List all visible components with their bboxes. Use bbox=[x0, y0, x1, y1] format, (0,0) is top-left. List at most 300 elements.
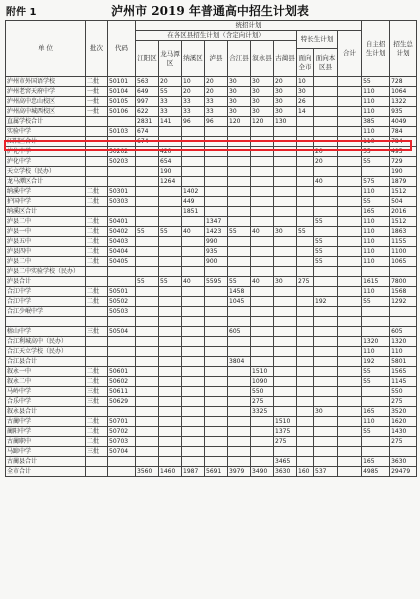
table-cell bbox=[274, 157, 297, 167]
table-cell bbox=[228, 197, 251, 207]
table-cell bbox=[182, 297, 205, 307]
table-cell bbox=[86, 307, 108, 317]
table-cell bbox=[297, 147, 314, 157]
table-cell bbox=[228, 387, 251, 397]
table-cell: 二批 bbox=[86, 287, 108, 297]
header-plan-group: 统招计划 bbox=[136, 21, 362, 31]
table-cell: 二批 bbox=[86, 417, 108, 427]
table-cell bbox=[297, 177, 314, 187]
table-row bbox=[6, 407, 417, 417]
table-cell bbox=[274, 237, 297, 247]
table-cell bbox=[182, 447, 205, 457]
table-row bbox=[6, 417, 417, 427]
table-cell: 1458 bbox=[228, 287, 251, 297]
table-cell: 110 bbox=[362, 247, 390, 257]
table-cell bbox=[228, 167, 251, 177]
table-cell bbox=[108, 137, 136, 147]
table-cell bbox=[297, 437, 314, 447]
table-cell bbox=[314, 447, 338, 457]
header-batch: 批次 bbox=[86, 21, 108, 77]
table-cell: 1264 bbox=[159, 177, 182, 187]
table-cell: 1879 bbox=[390, 177, 417, 187]
table-body bbox=[6, 77, 417, 477]
table-cell: 1620 bbox=[390, 417, 417, 427]
table-cell bbox=[136, 407, 159, 417]
table-cell bbox=[338, 127, 362, 137]
table-cell: 33 bbox=[159, 97, 182, 107]
table-cell bbox=[274, 327, 297, 337]
table-cell bbox=[314, 437, 338, 447]
table-cell bbox=[136, 237, 159, 247]
table-cell bbox=[314, 417, 338, 427]
table-cell: 30 bbox=[297, 87, 314, 97]
table-cell bbox=[297, 387, 314, 397]
table-cell bbox=[136, 207, 159, 217]
table-cell: 110 bbox=[390, 347, 417, 357]
table-cell: 50405 bbox=[108, 257, 136, 267]
table-cell bbox=[274, 307, 297, 317]
table-cell bbox=[297, 217, 314, 227]
unit-cell: 泸县二中 bbox=[6, 217, 86, 227]
table-cell bbox=[159, 437, 182, 447]
table-cell bbox=[159, 397, 182, 407]
table-cell: 二批 bbox=[86, 377, 108, 387]
table-cell bbox=[205, 417, 228, 427]
table-cell: 20 bbox=[205, 87, 228, 97]
table-cell bbox=[182, 337, 205, 347]
table-cell: 275 bbox=[251, 397, 274, 407]
table-cell: 2016 bbox=[390, 207, 417, 217]
table-cell: 96 bbox=[205, 117, 228, 127]
table-cell bbox=[251, 217, 274, 227]
table-cell: 50301 bbox=[108, 187, 136, 197]
table-cell bbox=[338, 337, 362, 347]
table-cell bbox=[108, 277, 136, 287]
table-cell bbox=[86, 347, 108, 357]
table-cell bbox=[108, 407, 136, 417]
table-cell: 190 bbox=[159, 167, 182, 177]
table-cell bbox=[251, 197, 274, 207]
table-cell bbox=[251, 347, 274, 357]
table-cell bbox=[136, 307, 159, 317]
table-cell: 50704 bbox=[108, 447, 136, 457]
table-cell bbox=[338, 417, 362, 427]
table-cell bbox=[182, 237, 205, 247]
unit-cell: 合江中学 bbox=[6, 297, 86, 307]
table-cell bbox=[228, 177, 251, 187]
table-cell bbox=[314, 337, 338, 347]
table-cell bbox=[228, 217, 251, 227]
table-cell: 1512 bbox=[390, 187, 417, 197]
table-cell: 30 bbox=[274, 107, 297, 117]
table-cell bbox=[205, 457, 228, 467]
table-cell bbox=[274, 137, 297, 147]
table-row bbox=[6, 117, 417, 127]
table-cell bbox=[205, 167, 228, 177]
table-cell bbox=[182, 377, 205, 387]
table-row bbox=[6, 347, 417, 357]
unit-cell: 龙马潭区合计 bbox=[6, 177, 86, 187]
table-cell bbox=[228, 457, 251, 467]
table-cell bbox=[182, 387, 205, 397]
table-cell bbox=[205, 267, 228, 277]
header-self-plan: 自主招生计划 bbox=[362, 21, 390, 77]
table-cell bbox=[159, 267, 182, 277]
table-cell bbox=[314, 367, 338, 377]
table-cell bbox=[159, 447, 182, 457]
table-cell bbox=[228, 337, 251, 347]
table-cell: 1347 bbox=[205, 217, 228, 227]
table-cell bbox=[274, 357, 297, 367]
table-cell bbox=[297, 247, 314, 257]
table-cell bbox=[205, 397, 228, 407]
table-cell: 1510 bbox=[274, 417, 297, 427]
table-cell: 1100 bbox=[390, 247, 417, 257]
table-row bbox=[6, 317, 417, 327]
table-cell bbox=[228, 137, 251, 147]
unit-cell: 合江少岷中学 bbox=[6, 307, 86, 317]
table-cell bbox=[362, 327, 390, 337]
unit-cell: 榕山中学 bbox=[6, 327, 86, 337]
table-cell: 537 bbox=[314, 467, 338, 477]
table-cell bbox=[314, 167, 338, 177]
unit-cell: 古蔺中学 bbox=[6, 417, 86, 427]
table-cell: 20 bbox=[205, 77, 228, 87]
table-cell: 50203 bbox=[108, 157, 136, 167]
table-cell: 55 bbox=[362, 297, 390, 307]
table-cell bbox=[390, 307, 417, 317]
table-cell bbox=[159, 367, 182, 377]
table-cell bbox=[251, 417, 274, 427]
table-cell: 1987 bbox=[182, 467, 205, 477]
table-cell: 110 bbox=[362, 127, 390, 137]
table-cell bbox=[274, 337, 297, 347]
header-col-naxi: 纳溪区 bbox=[182, 41, 205, 77]
table-cell bbox=[205, 327, 228, 337]
table-cell: 55 bbox=[362, 377, 390, 387]
table-row bbox=[6, 307, 417, 317]
table-cell bbox=[338, 177, 362, 187]
table-cell bbox=[159, 377, 182, 387]
table-cell bbox=[362, 167, 390, 177]
table-cell: 622 bbox=[136, 107, 159, 117]
table-cell bbox=[108, 337, 136, 347]
table-cell bbox=[205, 177, 228, 187]
unit-cell: 纳溪中学 bbox=[6, 187, 86, 197]
table-cell: 165 bbox=[362, 207, 390, 217]
table-cell bbox=[297, 267, 314, 277]
table-cell bbox=[297, 297, 314, 307]
table-cell bbox=[108, 347, 136, 357]
table-cell bbox=[228, 427, 251, 437]
table-cell: 1460 bbox=[159, 467, 182, 477]
table-cell bbox=[338, 267, 362, 277]
header-county-group: 在各区县招生计划（含定向计划） bbox=[136, 31, 297, 41]
table-cell bbox=[251, 327, 274, 337]
table-cell bbox=[338, 227, 362, 237]
table-cell: 55 bbox=[314, 257, 338, 267]
table-cell: 55 bbox=[314, 247, 338, 257]
table-cell bbox=[338, 77, 362, 87]
table-cell bbox=[136, 287, 159, 297]
table-cell bbox=[205, 297, 228, 307]
table-row bbox=[6, 327, 417, 337]
table-row bbox=[6, 447, 417, 457]
table-cell: 40 bbox=[182, 277, 205, 287]
table-cell bbox=[314, 267, 338, 277]
table-cell: 550 bbox=[251, 387, 274, 397]
table-cell bbox=[251, 247, 274, 257]
table-cell: 1402 bbox=[182, 187, 205, 197]
header-col-gulin: 古蔺县 bbox=[274, 41, 297, 77]
table-cell bbox=[338, 307, 362, 317]
table-row bbox=[6, 397, 417, 407]
table-cell bbox=[338, 237, 362, 247]
table-cell bbox=[251, 177, 274, 187]
table-cell: 10 bbox=[297, 77, 314, 87]
table-cell bbox=[314, 397, 338, 407]
table-cell bbox=[314, 457, 338, 467]
table-cell: 29479 bbox=[390, 467, 417, 477]
table-cell: 20 bbox=[274, 77, 297, 87]
table-cell: 30 bbox=[251, 77, 274, 87]
table-cell bbox=[228, 127, 251, 137]
table-cell bbox=[338, 297, 362, 307]
table-cell bbox=[338, 87, 362, 97]
header-code: 代码 bbox=[108, 21, 136, 77]
table-cell bbox=[362, 447, 390, 457]
table-cell: 3325 bbox=[251, 407, 274, 417]
table-row bbox=[6, 387, 417, 397]
table-cell: 165 bbox=[362, 457, 390, 467]
table-cell: 275 bbox=[390, 437, 417, 447]
table-cell: 二批 bbox=[86, 367, 108, 377]
table-cell bbox=[297, 457, 314, 467]
table-cell bbox=[314, 227, 338, 237]
table-cell bbox=[338, 247, 362, 257]
table-cell: 50403 bbox=[108, 237, 136, 247]
table-cell bbox=[182, 397, 205, 407]
table-cell bbox=[338, 327, 362, 337]
table-row bbox=[6, 187, 417, 197]
table-cell bbox=[338, 117, 362, 127]
table-cell bbox=[251, 267, 274, 277]
table-cell bbox=[228, 347, 251, 357]
table-cell bbox=[251, 237, 274, 247]
table-cell bbox=[205, 437, 228, 447]
table-cell bbox=[274, 377, 297, 387]
table-cell bbox=[86, 357, 108, 367]
table-cell bbox=[274, 247, 297, 257]
table-cell bbox=[108, 357, 136, 367]
table-cell: 504 bbox=[390, 197, 417, 207]
unit-cell: 叙永一中 bbox=[6, 367, 86, 377]
table-cell bbox=[159, 207, 182, 217]
table-cell bbox=[297, 327, 314, 337]
table-cell: 275 bbox=[274, 437, 297, 447]
table-cell bbox=[297, 377, 314, 387]
table-cell bbox=[182, 167, 205, 177]
table-cell bbox=[86, 457, 108, 467]
table-cell: 605 bbox=[390, 327, 417, 337]
table-cell: 二批 bbox=[86, 217, 108, 227]
table-cell bbox=[228, 207, 251, 217]
table-cell bbox=[338, 257, 362, 267]
unit-cell: 合乐中学 bbox=[6, 397, 86, 407]
table-cell: 40 bbox=[314, 177, 338, 187]
table-cell bbox=[297, 337, 314, 347]
unit-cell: 泸县二中 bbox=[6, 257, 86, 267]
table-cell: 55 bbox=[314, 237, 338, 247]
table-cell: 110 bbox=[362, 227, 390, 237]
table-cell: 20 bbox=[314, 147, 338, 157]
table-cell bbox=[205, 427, 228, 437]
table-cell bbox=[136, 247, 159, 257]
table-cell bbox=[108, 317, 136, 327]
table-cell: 30 bbox=[251, 87, 274, 97]
table-row bbox=[6, 227, 417, 237]
table-cell: 3804 bbox=[228, 357, 251, 367]
unit-cell: 泸县二中实验学校（民办） bbox=[6, 267, 86, 277]
table-cell: 二批 bbox=[86, 227, 108, 237]
header-col-hejiang: 合江县 bbox=[228, 41, 251, 77]
table-cell bbox=[205, 367, 228, 377]
table-cell bbox=[182, 147, 205, 157]
header-total: 招生总计划 bbox=[390, 21, 417, 77]
table-cell bbox=[182, 287, 205, 297]
table-cell bbox=[159, 347, 182, 357]
table-cell bbox=[86, 157, 108, 167]
table-cell: 30 bbox=[274, 227, 297, 237]
unit-cell: 泸县一中 bbox=[6, 227, 86, 237]
table-cell: 50202 bbox=[108, 147, 136, 157]
table-cell: 900 bbox=[205, 257, 228, 267]
table-cell: 50701 bbox=[108, 417, 136, 427]
table-cell bbox=[182, 177, 205, 187]
table-cell bbox=[314, 137, 338, 147]
table-row bbox=[6, 127, 417, 137]
table-cell bbox=[274, 297, 297, 307]
table-cell: 165 bbox=[362, 407, 390, 417]
table-cell bbox=[314, 347, 338, 357]
table-cell bbox=[159, 287, 182, 297]
table-cell bbox=[297, 347, 314, 357]
table-cell bbox=[228, 397, 251, 407]
header-col-longmatan: 龙马潭区 bbox=[159, 41, 182, 77]
table-cell bbox=[251, 147, 274, 157]
table-row bbox=[6, 97, 417, 107]
table-cell bbox=[86, 167, 108, 177]
table-row bbox=[6, 467, 417, 477]
unit-cell: 泸州高中城西校区 bbox=[6, 107, 86, 117]
table-cell: 5801 bbox=[390, 357, 417, 367]
table-cell bbox=[182, 317, 205, 327]
table-cell bbox=[86, 137, 108, 147]
table-cell bbox=[314, 87, 338, 97]
table-cell bbox=[338, 107, 362, 117]
unit-cell: 合江中学 bbox=[6, 287, 86, 297]
unit-cell: 泸州市外国语学校 bbox=[6, 77, 86, 87]
table-cell: 33 bbox=[205, 97, 228, 107]
table-cell bbox=[136, 177, 159, 187]
table-cell bbox=[362, 307, 390, 317]
table-cell bbox=[182, 427, 205, 437]
table-cell: 二批 bbox=[86, 237, 108, 247]
table-cell: 55 bbox=[314, 217, 338, 227]
table-cell: 33 bbox=[182, 97, 205, 107]
table-cell: 三批 bbox=[86, 387, 108, 397]
table-cell bbox=[182, 157, 205, 167]
table-cell bbox=[205, 157, 228, 167]
table-cell bbox=[338, 437, 362, 447]
table-cell bbox=[182, 307, 205, 317]
table-row bbox=[6, 257, 417, 267]
table-cell bbox=[108, 117, 136, 127]
table-cell: 110 bbox=[362, 217, 390, 227]
table-cell: 784 bbox=[390, 127, 417, 137]
table-cell: 495 bbox=[390, 147, 417, 157]
table-cell: 110 bbox=[362, 187, 390, 197]
table-cell bbox=[297, 367, 314, 377]
table-cell bbox=[314, 197, 338, 207]
table-cell: 20 bbox=[182, 87, 205, 97]
table-cell bbox=[159, 127, 182, 137]
table-cell: 50105 bbox=[108, 97, 136, 107]
table-cell bbox=[297, 127, 314, 137]
table-cell bbox=[136, 167, 159, 177]
table-cell bbox=[86, 267, 108, 277]
table-cell: 110 bbox=[362, 287, 390, 297]
table-cell: 55 bbox=[136, 227, 159, 237]
table-cell: 50404 bbox=[108, 247, 136, 257]
table-cell: 1145 bbox=[390, 377, 417, 387]
table-cell bbox=[297, 407, 314, 417]
table-cell bbox=[205, 317, 228, 327]
table-cell bbox=[297, 357, 314, 367]
table-cell bbox=[205, 347, 228, 357]
unit-cell: 全市合计 bbox=[6, 467, 86, 477]
table-cell bbox=[159, 237, 182, 247]
table-cell: 141 bbox=[159, 117, 182, 127]
table-cell bbox=[314, 117, 338, 127]
table-cell bbox=[159, 417, 182, 427]
table-cell bbox=[228, 257, 251, 267]
table-cell bbox=[159, 307, 182, 317]
table-cell bbox=[136, 347, 159, 357]
table-cell bbox=[136, 157, 159, 167]
table-cell bbox=[228, 367, 251, 377]
unit-cell: 泸州老窖天府中学 bbox=[6, 87, 86, 97]
table-cell bbox=[205, 447, 228, 457]
table-cell: 1375 bbox=[274, 427, 297, 437]
table-cell bbox=[274, 317, 297, 327]
table-cell bbox=[338, 207, 362, 217]
table-cell bbox=[228, 187, 251, 197]
table-cell bbox=[274, 217, 297, 227]
table-cell: 50101 bbox=[108, 77, 136, 87]
unit-cell: 实验中学 bbox=[6, 127, 86, 137]
table-cell: 4985 bbox=[362, 467, 390, 477]
unit-cell: 泸县四中 bbox=[6, 247, 86, 257]
table-cell: 30 bbox=[228, 97, 251, 107]
table-cell bbox=[136, 297, 159, 307]
table-cell bbox=[182, 357, 205, 367]
table-cell bbox=[136, 147, 159, 157]
table-cell: 55 bbox=[362, 427, 390, 437]
table-cell bbox=[314, 207, 338, 217]
table-cell bbox=[297, 417, 314, 427]
table-cell: 1565 bbox=[390, 367, 417, 377]
